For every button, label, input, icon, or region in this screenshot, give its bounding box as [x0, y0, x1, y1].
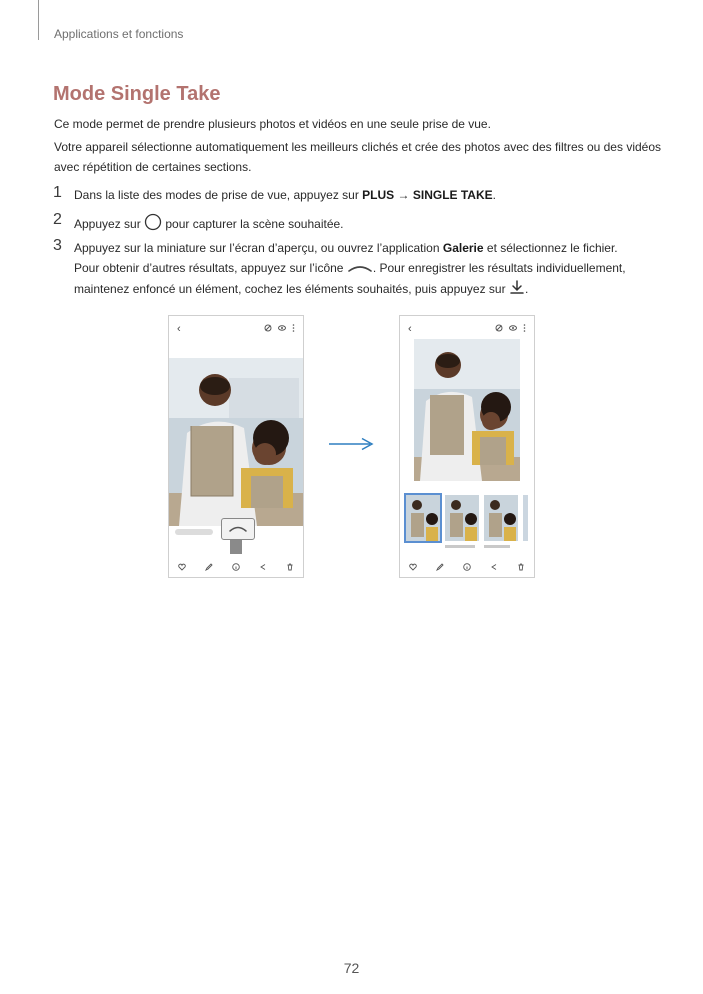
- step-3-text: Appuyez sur la miniature sur l’écran d’aperçu, ou ouvrez l’application Galerie et sélectionnez le fichier. Pour obtenir d’autres résultats, appuyez sur l’icône . Pour enregistrer les résultats individuellement, maintenez enfoncé un élément, cochez les éléments souhaités, puis appuyez sur .: [74, 238, 674, 301]
- eye-icon[interactable]: [509, 324, 517, 332]
- phone-bottom-bar: [169, 563, 303, 571]
- step-number-2: 2: [53, 211, 62, 228]
- shutter-button-icon: [144, 213, 162, 237]
- single-take-label: SINGLE TAKE: [412, 188, 493, 202]
- phone-toolbar: [169, 320, 303, 340]
- more-icon[interactable]: [292, 324, 295, 332]
- intro-paragraph-2: Votre appareil sélectionne automatiquement les meilleurs clichés et crée des photos avec des filtres ou des vidéos avec répétition de certaines sections.: [54, 140, 662, 174]
- result-thumbnail[interactable]: [523, 495, 528, 541]
- share-icon[interactable]: [490, 563, 498, 571]
- phone-screen-preview: [168, 315, 304, 578]
- result-thumbnail[interactable]: [484, 495, 518, 541]
- page-title: Mode Single Take: [53, 83, 221, 105]
- galerie-label: Galerie: [442, 241, 484, 255]
- scan-icon[interactable]: [495, 324, 503, 332]
- delete-icon[interactable]: [286, 563, 294, 571]
- result-caption: [484, 545, 510, 548]
- share-icon[interactable]: [259, 563, 267, 571]
- step-number-1: 1: [53, 184, 62, 201]
- phone-bottom-bar: [400, 563, 534, 571]
- eye-icon[interactable]: [278, 324, 286, 332]
- edit-icon[interactable]: [436, 563, 444, 571]
- phone-screen-results: [399, 315, 535, 578]
- intro-paragraph-1: Ce mode permet de prendre plusieurs photos et vidéos en une seule prise de vue.: [54, 117, 491, 131]
- right-arrow-icon: [328, 437, 374, 456]
- section-header: Applications et fonctions: [54, 27, 184, 41]
- favorite-icon[interactable]: [409, 563, 417, 571]
- back-icon[interactable]: ‹: [408, 323, 412, 335]
- margin-rule: [38, 0, 39, 40]
- step-1-text: Dans la liste des modes de prise de vue, appuyez sur PLUS → SINGLE TAKE.: [74, 188, 496, 202]
- info-icon[interactable]: [232, 563, 240, 571]
- photo-father-and-child[interactable]: [414, 339, 520, 481]
- more-results-handle[interactable]: [221, 518, 255, 540]
- photo-father-and-child[interactable]: [169, 358, 303, 526]
- results-strip: [406, 495, 534, 543]
- scan-icon[interactable]: [264, 324, 272, 332]
- edit-icon[interactable]: [205, 563, 213, 571]
- favorite-icon[interactable]: [178, 563, 186, 571]
- step-number-3: 3: [53, 237, 62, 254]
- info-icon[interactable]: [463, 563, 471, 571]
- more-icon[interactable]: [523, 324, 526, 332]
- result-caption: [445, 545, 475, 548]
- step-2-text: Appuyez sur pour capturer la scène souhaitée.: [74, 213, 674, 237]
- result-thumbnail[interactable]: [406, 495, 440, 541]
- delete-icon[interactable]: [517, 563, 525, 571]
- back-icon[interactable]: ‹: [177, 323, 181, 335]
- thumbnail[interactable]: [230, 540, 242, 554]
- scene-label-pill: [175, 529, 213, 535]
- download-icon: [509, 279, 525, 301]
- phone-toolbar: [400, 320, 534, 340]
- plus-label: PLUS: [362, 188, 395, 202]
- result-thumbnail[interactable]: [445, 495, 479, 541]
- page-number: 72: [343, 960, 360, 976]
- swipe-up-icon: [347, 259, 373, 279]
